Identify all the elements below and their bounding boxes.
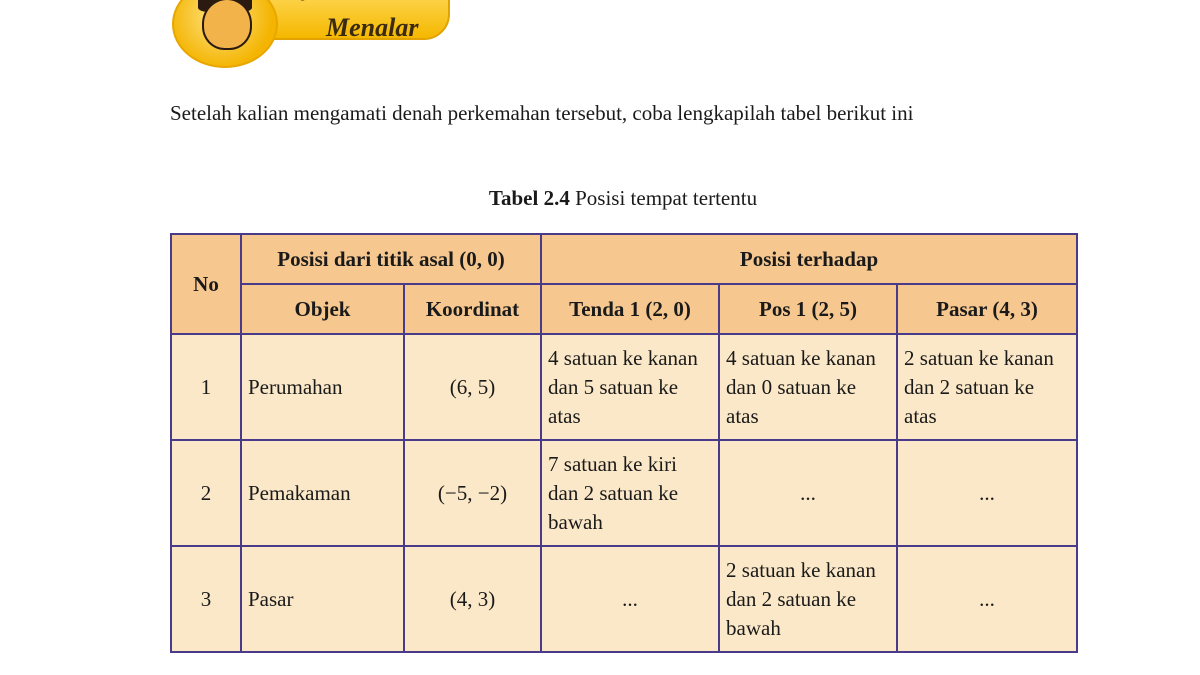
- row-koordinat: (−5, −2): [404, 440, 541, 546]
- header-group-relative: Posisi terhadap: [541, 234, 1077, 284]
- character-face-icon: [202, 0, 252, 50]
- table-caption-text: Posisi tempat tertentu: [569, 186, 758, 210]
- row-objek: Pemakaman: [241, 440, 404, 546]
- header-tenda-1: Tenda 1 (2, 0): [541, 284, 719, 334]
- row-tenda-1: 7 satuan ke kiri dan 2 satuan ke bawah: [541, 440, 719, 546]
- table-row: [171, 546, 1077, 652]
- row-pos-1: ...: [719, 440, 897, 546]
- header-pasar: Pasar (4, 3): [897, 284, 1077, 334]
- ayo-kita-menalar-badge: [170, 0, 450, 66]
- header-objek: Objek: [241, 284, 404, 334]
- row-pasar: ...: [897, 440, 1077, 546]
- header-koordinat: Koordinat: [404, 284, 541, 334]
- row-number: 2: [171, 440, 241, 546]
- row-number: 1: [171, 334, 241, 440]
- row-koordinat: (6, 5): [404, 334, 541, 440]
- badge-circle: [172, 0, 278, 68]
- row-pos-1: 2 satuan ke kanan dan 2 satuan ke bawah: [719, 546, 897, 652]
- row-objek: Perumahan: [241, 334, 404, 440]
- position-table: [170, 233, 1078, 653]
- badge-title-line1: [288, 0, 379, 2]
- header-no: No: [171, 234, 241, 334]
- intro-paragraph: Setelah kalian mengamati denah perkemahan tersebut, coba lengkapilah tabel berikut ini: [170, 101, 914, 125]
- row-tenda-1: 4 satuan ke kanan dan 5 satuan ke atas: [541, 334, 719, 440]
- table-row: [171, 440, 1077, 546]
- row-objek: Pasar: [241, 546, 404, 652]
- header-group-origin: Posisi dari titik asal (0, 0): [241, 234, 541, 284]
- row-tenda-1: ...: [541, 546, 719, 652]
- table-row: [171, 334, 1077, 440]
- row-number: 3: [171, 546, 241, 652]
- row-pasar: 2 satuan ke kanan dan 2 satuan ke atas: [897, 334, 1077, 440]
- header-pos-1: Pos 1 (2, 5): [719, 284, 897, 334]
- table-caption: [170, 186, 1076, 211]
- row-koordinat: (4, 3): [404, 546, 541, 652]
- badge-title-line2: Menalar: [326, 13, 419, 42]
- row-pasar: ...: [897, 546, 1077, 652]
- row-pos-1: 4 satuan ke kanan dan 0 satuan ke atas: [719, 334, 897, 440]
- table-caption-label: Tabel 2.4: [488, 186, 570, 210]
